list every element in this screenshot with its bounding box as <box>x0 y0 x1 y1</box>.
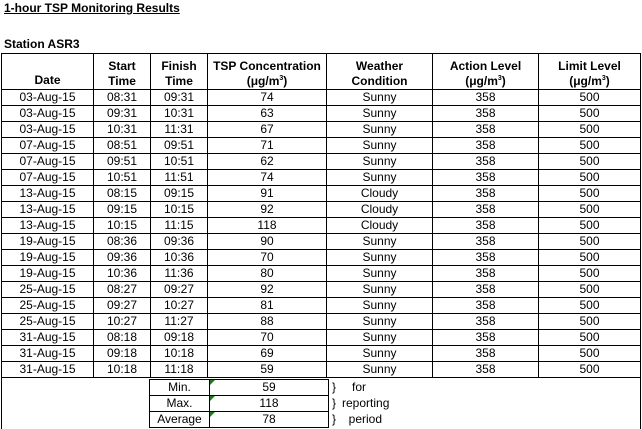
date-cell: 03-Aug-15 <box>2 122 94 138</box>
stat-value: 78 <box>210 412 329 428</box>
start-time-cell: 09:15 <box>94 202 151 218</box>
finish-time-cell: 09:36 <box>151 234 208 250</box>
start-time-cell: 10:51 <box>94 170 151 186</box>
date-cell: 13-Aug-15 <box>2 218 94 234</box>
limit-level-cell: 500 <box>539 170 641 186</box>
header-weather-condition: Weather Condition <box>327 54 433 90</box>
weather-cell: Sunny <box>327 346 433 362</box>
tsp-cell: 71 <box>208 138 327 154</box>
action-level-cell: 358 <box>433 266 539 282</box>
finish-time-cell: 10:18 <box>151 346 208 362</box>
date-cell: 03-Aug-15 <box>2 90 94 106</box>
brace-note-for: } for <box>332 380 367 394</box>
date-cell: 03-Aug-15 <box>2 106 94 122</box>
date-cell: 19-Aug-15 <box>2 234 94 250</box>
weather-cell: Cloudy <box>327 202 433 218</box>
limit-level-cell: 500 <box>539 154 641 170</box>
start-time-cell: 09:51 <box>94 154 151 170</box>
weather-cell: Sunny <box>327 234 433 250</box>
table-row <box>2 234 641 250</box>
tsp-cell: 70 <box>208 330 327 346</box>
finish-time-cell: 10:31 <box>151 106 208 122</box>
limit-level-cell: 500 <box>539 298 641 314</box>
header-date: Date <box>2 54 94 90</box>
table-row <box>2 90 641 106</box>
weather-cell: Sunny <box>327 314 433 330</box>
action-level-cell: 358 <box>433 170 539 186</box>
date-cell: 31-Aug-15 <box>2 362 94 378</box>
action-level-cell: 358 <box>433 138 539 154</box>
action-level-cell: 358 <box>433 154 539 170</box>
table-row <box>2 330 641 346</box>
finish-time-cell: 10:51 <box>151 154 208 170</box>
start-time-cell: 08:15 <box>94 186 151 202</box>
start-time-cell: 08:18 <box>94 330 151 346</box>
table-row <box>2 154 641 170</box>
finish-time-cell: 09:15 <box>151 186 208 202</box>
date-cell: 19-Aug-15 <box>2 250 94 266</box>
limit-level-cell: 500 <box>539 346 641 362</box>
finish-time-cell: 11:36 <box>151 266 208 282</box>
table-right-border <box>640 378 641 429</box>
header-action-level: Action Level $(\mu g/m^3)$ <box>433 54 539 90</box>
date-cell: 13-Aug-15 <box>2 202 94 218</box>
start-time-cell: 08:36 <box>94 234 151 250</box>
limit-level-cell: 500 <box>539 122 641 138</box>
action-level-cell: 358 <box>433 362 539 378</box>
stat-label: Average <box>150 412 210 428</box>
weather-cell: Sunny <box>327 282 433 298</box>
tsp-cell: 92 <box>208 202 327 218</box>
tsp-cell: 88 <box>208 314 327 330</box>
weather-cell: Sunny <box>327 154 433 170</box>
limit-level-cell: 500 <box>539 266 641 282</box>
action-level-cell: 358 <box>433 186 539 202</box>
start-time-cell: 10:15 <box>94 218 151 234</box>
limit-level-cell: 500 <box>539 218 641 234</box>
table-row <box>2 362 641 378</box>
action-level-cell: 358 <box>433 234 539 250</box>
start-time-cell: 08:27 <box>94 282 151 298</box>
limit-level-cell: 500 <box>539 106 641 122</box>
stat-label: Max. <box>150 396 210 412</box>
start-time-cell: 09:27 <box>94 298 151 314</box>
finish-time-cell: 11:18 <box>151 362 208 378</box>
action-level-cell: 358 <box>433 218 539 234</box>
finish-time-cell: 09:18 <box>151 330 208 346</box>
stat-row-max <box>150 396 329 412</box>
date-cell: 07-Aug-15 <box>2 138 94 154</box>
limit-level-cell: 500 <box>539 90 641 106</box>
header-row <box>2 54 641 90</box>
start-time-cell: 09:31 <box>94 106 151 122</box>
action-level-cell: 358 <box>433 90 539 106</box>
action-level-cell: 358 <box>433 282 539 298</box>
date-cell: 25-Aug-15 <box>2 282 94 298</box>
tsp-cell: 70 <box>208 250 327 266</box>
table-row <box>2 170 641 186</box>
action-level-cell: 358 <box>433 122 539 138</box>
start-time-cell: 10:27 <box>94 314 151 330</box>
table-row <box>2 106 641 122</box>
header-limit-level: Limit Level $(\mu g/m^3)$ <box>539 54 641 90</box>
weather-cell: Cloudy <box>327 186 433 202</box>
action-level-cell: 358 <box>433 202 539 218</box>
date-cell: 07-Aug-15 <box>2 154 94 170</box>
action-level-cell: 358 <box>433 250 539 266</box>
table-row <box>2 266 641 282</box>
finish-time-cell: 11:51 <box>151 170 208 186</box>
start-time-cell: 09:18 <box>94 346 151 362</box>
date-cell: 19-Aug-15 <box>2 266 94 282</box>
weather-cell: Sunny <box>327 250 433 266</box>
table-row <box>2 298 641 314</box>
weather-cell: Sunny <box>327 170 433 186</box>
table-row <box>2 314 641 330</box>
start-time-cell: 08:31 <box>94 90 151 106</box>
tsp-cell: 67 <box>208 122 327 138</box>
weather-cell: Sunny <box>327 106 433 122</box>
tsp-cell: 74 <box>208 90 327 106</box>
weather-cell: Sunny <box>327 298 433 314</box>
limit-level-cell: 500 <box>539 314 641 330</box>
tsp-cell: 91 <box>208 186 327 202</box>
date-cell: 25-Aug-15 <box>2 314 94 330</box>
page-title: 1-hour TSP Monitoring Results <box>4 1 180 15</box>
tsp-cell: 90 <box>208 234 327 250</box>
brace-note-period: } period <box>332 412 383 426</box>
table-row <box>2 186 641 202</box>
weather-cell: Sunny <box>327 362 433 378</box>
weather-cell: Sunny <box>327 122 433 138</box>
table-row <box>2 122 641 138</box>
action-level-cell: 358 <box>433 298 539 314</box>
tsp-cell: 74 <box>208 170 327 186</box>
table-body <box>2 90 641 378</box>
table-row <box>2 138 641 154</box>
tsp-cell: 80 <box>208 266 327 282</box>
limit-level-cell: 500 <box>539 202 641 218</box>
brace-note-reporting: } reporting <box>332 396 390 410</box>
tsp-cell: 118 <box>208 218 327 234</box>
finish-time-cell: 11:31 <box>151 122 208 138</box>
start-time-cell: 10:31 <box>94 122 151 138</box>
action-level-cell: 358 <box>433 330 539 346</box>
weather-cell: Sunny <box>327 266 433 282</box>
limit-level-cell: 500 <box>539 186 641 202</box>
limit-level-cell: 500 <box>539 282 641 298</box>
finish-time-cell: 11:15 <box>151 218 208 234</box>
station-label: Station ASR3 <box>4 37 80 51</box>
stat-value: 118 <box>210 396 329 412</box>
stat-row-min <box>150 380 329 396</box>
header-tsp-concentration: TSP Concentration $(\mu g/m^3)$ <box>208 54 327 90</box>
table-row <box>2 218 641 234</box>
start-time-cell: 08:51 <box>94 138 151 154</box>
weather-cell: Cloudy <box>327 218 433 234</box>
table-row <box>2 250 641 266</box>
tsp-cell: 69 <box>208 346 327 362</box>
date-cell: 13-Aug-15 <box>2 186 94 202</box>
finish-time-cell: 11:27 <box>151 314 208 330</box>
finish-time-cell: 10:15 <box>151 202 208 218</box>
limit-level-cell: 500 <box>539 330 641 346</box>
stat-row-average <box>150 412 329 428</box>
table-row <box>2 202 641 218</box>
limit-level-cell: 500 <box>539 138 641 154</box>
tsp-results-table <box>1 53 641 378</box>
finish-time-cell: 10:36 <box>151 250 208 266</box>
date-cell: 25-Aug-15 <box>2 298 94 314</box>
tsp-cell: 81 <box>208 298 327 314</box>
finish-time-cell: 09:31 <box>151 90 208 106</box>
action-level-cell: 358 <box>433 314 539 330</box>
weather-cell: Sunny <box>327 138 433 154</box>
start-time-cell: 10:18 <box>94 362 151 378</box>
header-start-time: Start Time <box>94 54 151 90</box>
stat-label: Min. <box>150 380 210 396</box>
finish-time-cell: 09:27 <box>151 282 208 298</box>
action-level-cell: 358 <box>433 106 539 122</box>
tsp-cell: 63 <box>208 106 327 122</box>
date-cell: 31-Aug-15 <box>2 346 94 362</box>
summary-stats-table <box>149 379 329 428</box>
stat-value: 59 <box>210 380 329 396</box>
table-row <box>2 346 641 362</box>
action-level-cell: 358 <box>433 346 539 362</box>
finish-time-cell: 09:51 <box>151 138 208 154</box>
limit-level-cell: 500 <box>539 250 641 266</box>
finish-time-cell: 10:27 <box>151 298 208 314</box>
limit-level-cell: 500 <box>539 234 641 250</box>
header-finish-time: Finish Time <box>151 54 208 90</box>
start-time-cell: 09:36 <box>94 250 151 266</box>
date-cell: 07-Aug-15 <box>2 170 94 186</box>
table-left-border <box>1 378 2 429</box>
tsp-cell: 59 <box>208 362 327 378</box>
weather-cell: Sunny <box>327 90 433 106</box>
weather-cell: Sunny <box>327 330 433 346</box>
start-time-cell: 10:36 <box>94 266 151 282</box>
limit-level-cell: 500 <box>539 362 641 378</box>
tsp-cell: 92 <box>208 282 327 298</box>
tsp-cell: 62 <box>208 154 327 170</box>
table-row <box>2 282 641 298</box>
date-cell: 31-Aug-15 <box>2 330 94 346</box>
